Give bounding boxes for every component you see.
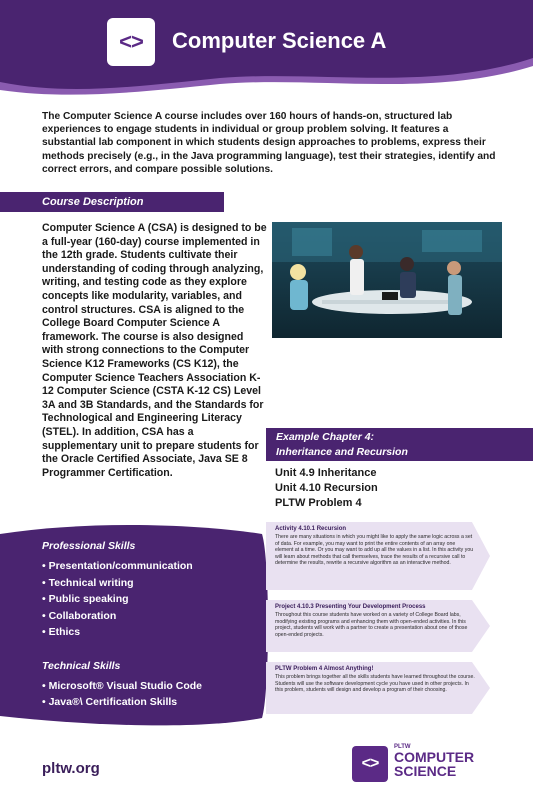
activity-card-project [266, 600, 492, 652]
activity-card-recursion [266, 522, 492, 590]
brand-line2: SCIENCE [394, 763, 457, 779]
list-item: • Presentation/communication [42, 560, 193, 572]
list-item: Unit 4.9 Inheritance [275, 467, 377, 479]
example-chapter-heading: Example Chapter 4: [276, 431, 375, 443]
example-chapter-heading-bar [266, 428, 533, 461]
activity-title: Project 4.10.3 Presenting Your Development Process [275, 604, 426, 610]
pltw-brand [394, 744, 474, 778]
brand-line1: COMPUTER [394, 749, 475, 765]
page-title: Computer Science A [172, 28, 387, 53]
list-item: Unit 4.10 Recursion [275, 482, 378, 494]
activity-card-problem [266, 662, 492, 714]
list-item: PLTW Problem 4 [275, 497, 362, 509]
list-item: • Java®\ Certification Skills [42, 696, 178, 708]
pltw-logo-icon: <> [352, 746, 388, 782]
activity-text: Throughout this course students have worked on a variety of College Board labs, modifying existing programs and enhancing them with open-ended activities. In this project, students will work with a partner to create a presentation about one of those open-ended projects. [275, 612, 468, 638]
activity-title: PLTW Problem 4 Almost Anything! [275, 666, 374, 672]
course-description-body: Computer Science A (CSA) is designed to be a full-year (160-day) course implemented in the 12th grade. Students cultivate their understanding of coding through analyzing, writing, and testing code as they explore concepts like modularity, variables, and control structures. CSA is aligned to the College Board Computer Science A framework. The course is also designed with strong connections to the Computer Science K12 Frameworks (CS K12), the Computer Science Teachers Association K-12 Computer Science (CSTA K-12 CS) Level 3A and 3B Standards, and the Standards for Technological and Engineering Literacy (STEL). In addition, CSA has a supplementary unit to prepare students for the Oracle Certified Associate, Java SE 8 Programmer Certification. [42, 222, 267, 479]
activity-text: There are many situations in which you might like to apply the same logic across a set of data. For example, you may want to print the entire contents of an array one element at a time. Or you may want to add up all the values in a list. In this activity you will learn about methods that call themselves, trace the results of a recursive call to determine the results, rewrite a recursive algorithm as an interactive method. [275, 534, 474, 567]
professional-skills-heading: Professional Skills [42, 540, 136, 552]
activity-title: Activity 4.10.1 Recursion [275, 526, 347, 532]
list-item: • Ethics [42, 626, 81, 638]
brand-small: PLTW [394, 744, 411, 750]
activity-text: This problem brings together all the skills students have learned throughout the course. Students will use the software development cycle you have used in other projects. In this problem, students will design and develop a program of their choosing. [275, 674, 475, 694]
list-item: • Collaboration [42, 609, 117, 622]
intro-paragraph: The Computer Science A course includes over 160 hours of hands-on, structured lab experiences to engage students in individual or group problem solving. It features a substantial lab component in which students design approaches to problems, express their methods precisely (e.g., in the Java programming language), test their strategies, identify and correct errors, and compare possible solutions. [42, 111, 496, 175]
list-item: • Microsoft® Visual Studio Code [42, 679, 202, 692]
header-banner [0, 0, 533, 100]
unit-list [275, 466, 378, 511]
course-description-heading: Course Description [42, 196, 144, 208]
list-item: • Technical writing [42, 576, 134, 589]
website-link[interactable]: pltw.org [42, 760, 100, 777]
technical-skills-heading: Technical Skills [42, 659, 121, 672]
list-item: • Public speaking [42, 593, 129, 605]
example-chapter-subheading: Inheritance and Recursion [276, 446, 408, 458]
classroom-illustration [272, 222, 502, 338]
logo-icon: <> [107, 18, 155, 66]
course-description-heading-bar [0, 192, 224, 212]
skills-content [42, 540, 262, 711]
